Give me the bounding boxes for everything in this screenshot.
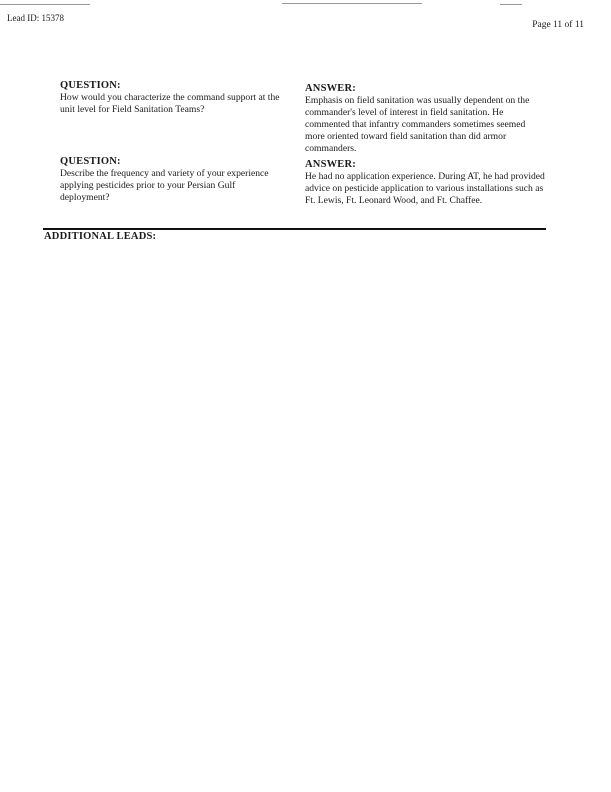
qa-row-2 xyxy=(60,155,545,207)
question-text: How would you characterize the command support at the unit level for Field Sanitation Teams? xyxy=(60,92,280,115)
question-label: QUESTION: xyxy=(60,80,121,91)
question-label: QUESTION: xyxy=(60,156,121,167)
qa-row-1 xyxy=(60,79,545,155)
question-text: Describe the frequency and variety of your experience applying pesticides prior to your Persian Gulf deployment? xyxy=(60,168,269,203)
additional-leads-heading: ADDITIONAL LEADS: xyxy=(44,231,157,242)
answer-label: ANSWER: xyxy=(305,83,356,94)
answer-column xyxy=(305,155,545,207)
answer-column xyxy=(305,79,545,155)
lead-id: Lead ID: 15378 xyxy=(7,13,64,23)
section-divider xyxy=(43,228,546,230)
page-number: Page 11 of 11 xyxy=(532,20,584,30)
answer-label: ANSWER: xyxy=(305,159,356,170)
question-column xyxy=(60,155,285,207)
scan-line-center xyxy=(282,3,422,4)
answer-text: Emphasis on field sanitation was usually dependent on the commander's level of interest in field sanitation. He commented that infantry commanders sometimes seemed more oriented toward field sanitation than did armor commanders. xyxy=(305,95,530,154)
question-column xyxy=(60,79,285,155)
scan-line-left xyxy=(0,4,90,5)
answer-text: He had no application experience. During AT, he had provided advice on pesticide application to various installations such as Ft. Lewis, Ft. Leonard Wood, and Ft. Chaffee. xyxy=(305,171,545,206)
scan-line-right xyxy=(500,4,522,5)
